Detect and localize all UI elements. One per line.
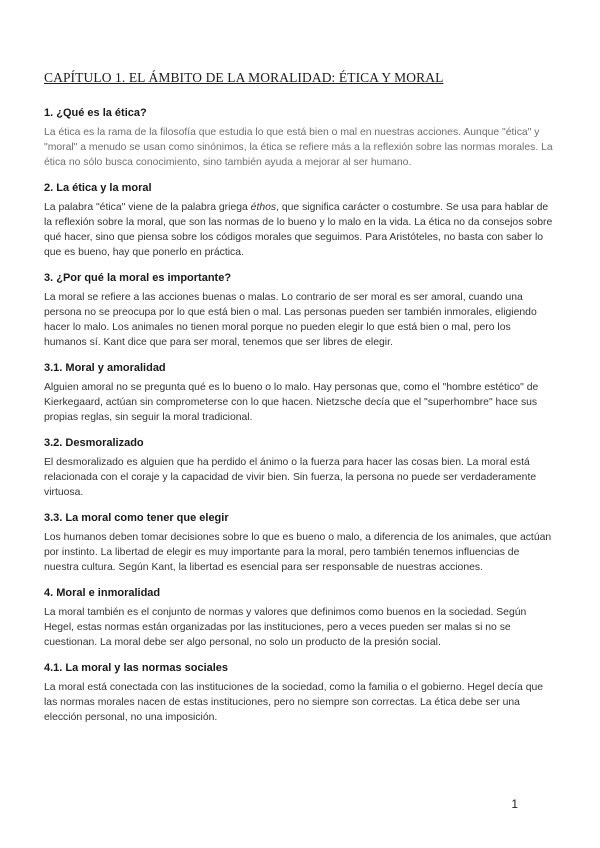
section-heading: 2. La ética y la moral — [44, 182, 152, 194]
section-desmoralizado — [44, 436, 556, 500]
section-heading: 3.1. Moral y amoralidad — [44, 362, 166, 374]
section-moral-e-inmoralidad — [44, 586, 556, 650]
section-que-es-la-etica — [44, 106, 556, 170]
paragraph-text: , que significa carácter o costumbre. Se usa para hablar de la reflexión sobre la moral, que son las normas de lo bueno y lo malo en la vida. La ética no da consejos sobre qué hacer, sino que piensa sobre los códigos morales que seguimos. Para Aristóteles, no basta con saber lo que es bueno, hay que ponerlo en práctica. — [44, 202, 553, 258]
section-por-que-moral-importante — [44, 271, 556, 350]
section-paragraph: Los humanos deben tomar decisiones sobre lo que es bueno o malo, a diferencia de los animales, que actúan por instinto. La libertad de elegir es muy importante para la moral, pero también tenemos influencias de nuestra cultura. Según Kant, la libertad es esencial para ser responsable de nuestras acciones. — [44, 532, 552, 573]
section-moral-como-elegir — [44, 511, 556, 575]
section-paragraph: La moral se refiere a las acciones buenas o malas. Lo contrario de ser moral es ser amoral, cuando una persona no se preocupa por lo que está bien o mal. Las personas pueden ser también inmorales, eligiendo hacer lo malo. Los animales no tienen moral porque no pueden elegir lo que está bien o mal, pero los humanos sí. Kant dice que para ser moral, tenemos que ser libres de elegir. — [44, 292, 537, 348]
section-heading: 3.2. Desmoralizado — [44, 437, 144, 449]
section-heading: 4. Moral e inmoralidad — [44, 587, 161, 599]
section-heading: 4.1. La moral y las normas sociales — [44, 662, 229, 674]
section-moral-normas-sociales — [44, 661, 556, 725]
section-moral-y-amoralidad — [44, 361, 556, 425]
section-paragraph: La ética es la rama de la filosofía que estudia lo que está bien o mal en nuestras acciones. Aunque "ética" y "moral" a menudo se usan como sinónimos, la ética se refiere más a la reflexión sobre las normas morales. La ética no sólo busca conocimiento, sino también ayuda a mejorar al ser humano. — [44, 127, 553, 168]
page-number: 1 — [511, 797, 518, 811]
paragraph-italic-term: éthos — [250, 202, 277, 213]
section-heading: 1. ¿Qué es la ética? — [44, 107, 147, 119]
section-paragraph — [44, 200, 556, 260]
section-heading: 3. ¿Por qué la moral es importante? — [44, 272, 232, 284]
section-paragraph: La moral también es el conjunto de normas y valores que definimos como buenos en la sociedad. Según Hegel, estas normas están organizadas por las instituciones, pero a veces pueden ser malas si no se cuestionan. La moral debe ser algo personal, no solo un producto de la presión social. — [44, 607, 527, 648]
paragraph-text: La palabra "ética" viene de la palabra griega — [44, 202, 251, 213]
section-etica-y-moral — [44, 181, 556, 260]
document-page — [44, 70, 556, 736]
chapter-title: CAPÍTULO 1. EL ÁMBITO DE LA MORALIDAD: ÉTICA Y MORAL — [44, 70, 444, 85]
section-paragraph: La moral está conectada con las instituciones de la sociedad, como la familia o el gobierno. Hegel decía que las normas morales nacen de estas instituciones, pero no siempre son correctas. La ética debe ser una elección personal, no una imposición. — [44, 682, 544, 723]
section-heading: 3.3. La moral como tener que elegir — [44, 512, 229, 524]
section-paragraph: Alguien amoral no se pregunta qué es lo bueno o lo malo. Hay personas que, como el "hombre estético" de Kierkegaard, actúan sin comprometerse con lo que hacen. Nietzsche decía que el "superhombre" hace sus propias reglas, sin seguir la moral tradicional. — [44, 382, 539, 423]
section-paragraph: El desmoralizado es alguien que ha perdido el ánimo o la fuerza para hacer las cosas bien. La moral está relacionada con el coraje y la capacidad de vivir bien. Sin fuerza, la persona no puede ser verdaderamente virtuosa. — [44, 457, 537, 498]
